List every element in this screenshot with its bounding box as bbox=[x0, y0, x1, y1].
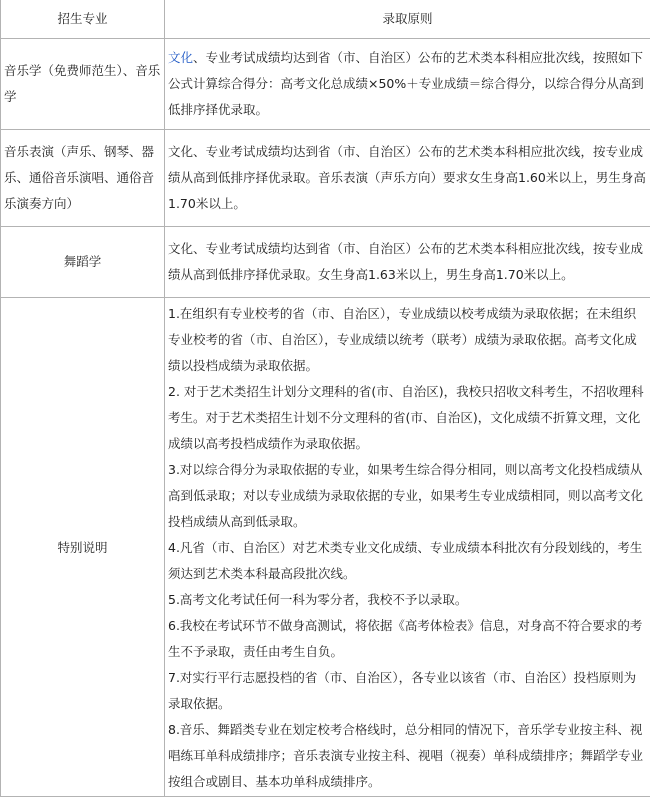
note-item: 8.音乐、舞蹈类专业在划定校考合格线时，总分相同的情况下，音乐学专业按主科、视唱练耳单科成绩排序；音乐表演专业按主科、视唱（视奏）单科成绩排序；舞蹈学专业按组合或剧目、基本功单科成绩排序。 bbox=[168, 717, 647, 795]
special-notes-cell bbox=[165, 298, 650, 797]
rule-text: 、专业考试成绩均达到省（市、自治区）公布的艺术类本科相应批次线，按照如下公式计算综合得分：高考文化总成绩×50%＋专业成绩＝综合得分，以综合得分从高到低排序择优录取。 bbox=[168, 50, 644, 117]
note-item: 5.高考文化考试任何一科为零分者，我校不予以录取。 bbox=[168, 587, 647, 613]
rule-cell bbox=[165, 39, 650, 130]
table-row bbox=[1, 130, 650, 227]
special-notes-row bbox=[1, 298, 650, 797]
note-item: 3.对以综合得分为录取依据的专业，如果考生综合得分相同，则以高考文化投档成绩从高到低录取；对以专业成绩为录取依据的专业，如果考生专业成绩相同，则以高考文化投档成绩从高到低录取。 bbox=[168, 457, 647, 535]
major-cell: 音乐表演（声乐、钢琴、器乐、通俗音乐演唱、通俗音乐演奏方向） bbox=[1, 130, 165, 227]
table-header-row bbox=[1, 0, 650, 39]
note-item: 1.在组织有专业校考的省（市、自治区），专业成绩以校考成绩为录取依据；在未组织专业校考的省（市、自治区），专业成绩以统考（联考）成绩为录取依据。高考文化成绩以投档成绩为录取依据。 bbox=[168, 301, 647, 379]
special-notes-label: 特别说明 bbox=[1, 298, 165, 797]
note-item: 2. 对于艺术类招生计划分文理科的省(市、自治区)，我校只招收文科考生，不招收理科考生。对于艺术类招生计划不分文理科的省(市、自治区)，文化成绩不折算文理，文化成绩以高考投档成绩作为录取依据。 bbox=[168, 379, 647, 457]
note-item: 4.凡省（市、自治区）对艺术类专业文化成绩、专业成绩本科批次有分段划线的，考生须达到艺术类本科最高段批次线。 bbox=[168, 535, 647, 587]
table-row bbox=[1, 227, 650, 298]
table-row bbox=[1, 39, 650, 130]
major-cell: 音乐学（免费师范生）、音乐学 bbox=[1, 39, 165, 130]
header-major: 招生专业 bbox=[1, 0, 165, 39]
note-item: 6.我校在考试环节不做身高测试，将依据《高考体检表》信息，对身高不符合要求的考生不予录取，责任由考生自负。 bbox=[168, 613, 647, 665]
header-rule: 录取原则 bbox=[165, 0, 650, 39]
rule-cell: 文化、专业考试成绩均达到省（市、自治区）公布的艺术类本科相应批次线，按专业成绩从高到低排序择优录取。女生身高1.63米以上，男生身高1.70米以上。 bbox=[165, 227, 650, 298]
rule-cell: 文化、专业考试成绩均达到省（市、自治区）公布的艺术类本科相应批次线，按专业成绩从高到低排序择优录取。音乐表演（声乐方向）要求女生身高1.60米以上，男生身高1.70米以上。 bbox=[165, 130, 650, 227]
culture-link[interactable]: 文化 bbox=[168, 50, 193, 65]
note-item: 7.对实行平行志愿投档的省（市、自治区），各专业以该省（市、自治区）投档原则为录取依据。 bbox=[168, 665, 647, 717]
major-cell: 舞蹈学 bbox=[1, 227, 165, 298]
